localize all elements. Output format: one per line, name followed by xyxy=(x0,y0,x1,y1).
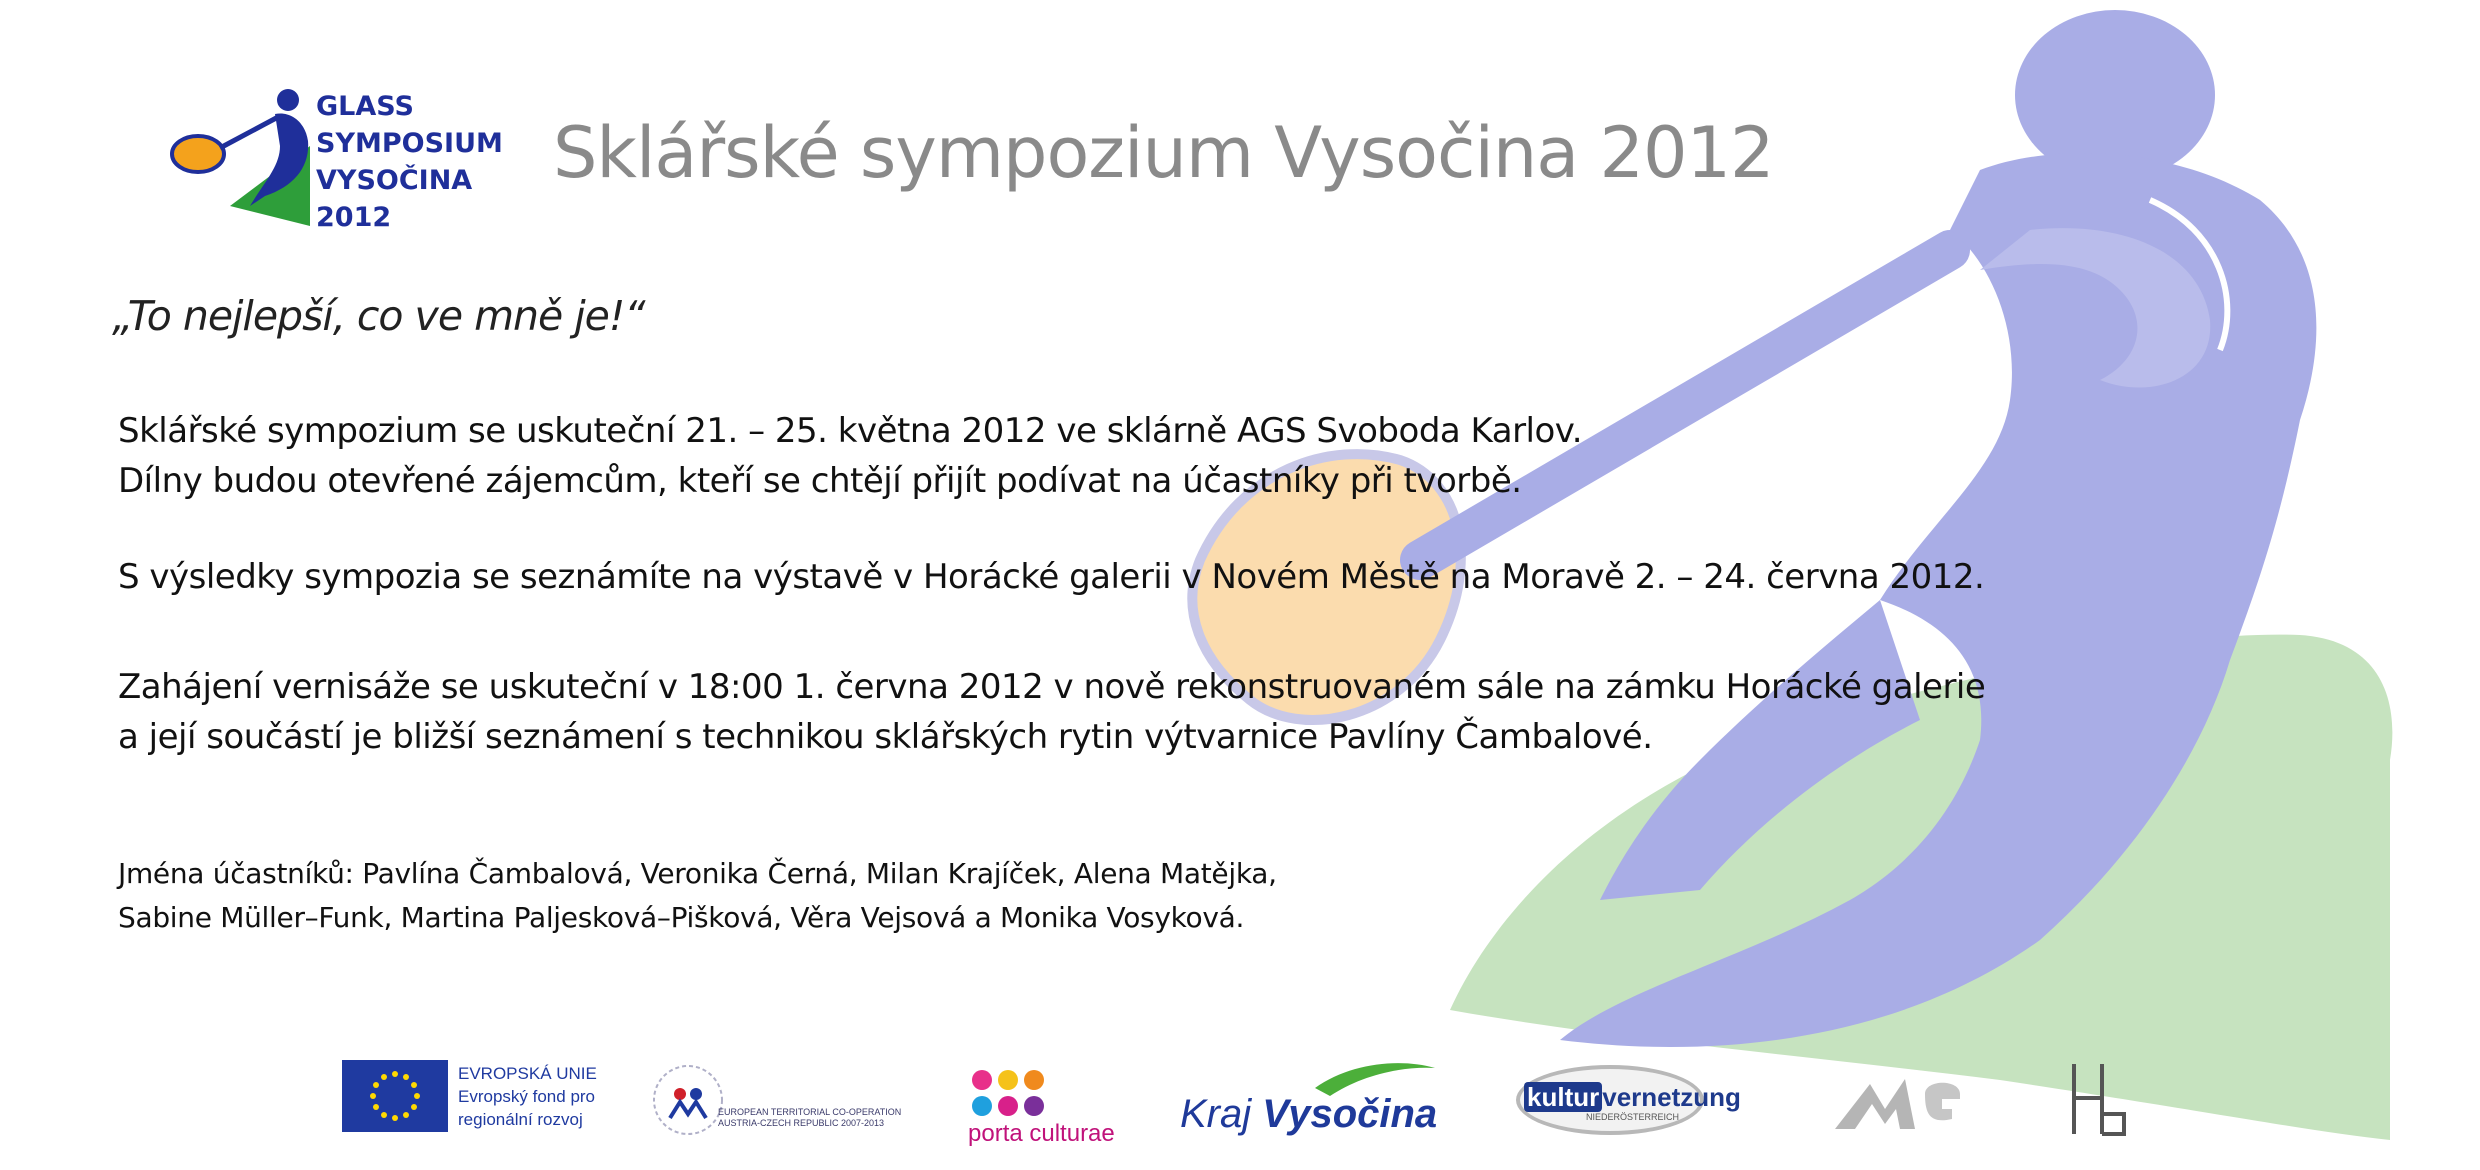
eu-line: EVROPSKÁ UNIE xyxy=(458,1064,597,1083)
page-title: Sklářské sympozium Vysočina 2012 xyxy=(553,112,1774,194)
hg-logo-icon xyxy=(2070,1062,2128,1136)
porta-culturae-dots-icon xyxy=(968,1068,1068,1124)
logo-text xyxy=(316,88,503,236)
eu-line: Evropský fond pro xyxy=(458,1087,596,1106)
mg-logo-icon xyxy=(1830,1064,1970,1134)
eu-logo-text xyxy=(458,1062,597,1131)
kraj-prefix: Kraj xyxy=(1180,1092,1263,1136)
paragraph-symposium-dates xyxy=(118,406,1582,506)
paragraph-line: Zahájení vernisáže se uskuteční v 18:00 1. června 2012 v nově rekonstruovaném sále na zámku Horácké galerie xyxy=(118,667,1986,707)
participants-line: Jména účastníků: Pavlína Čambalová, Veronika Černá, Milan Krajíček, Alena Matějka, xyxy=(118,857,1277,890)
motto: „To nejlepší, co ve mně je!“ xyxy=(112,292,645,340)
paragraph-vernissage xyxy=(118,662,1985,762)
paragraph-exhibition xyxy=(118,552,1984,602)
participants-line: Sabine Müller–Funk, Martina Paljesková–Pišková, Věra Vejsová a Monika Vosyková. xyxy=(118,901,1245,934)
paragraph-line: a její součástí je bližší seznámení s technikou sklářských rytin výtvarnice Pavlíny Čambalové. xyxy=(118,717,1653,757)
eu-flag-icon xyxy=(342,1060,448,1132)
paragraph-line: S výsledky sympozia se seznámíte na výstavě v Horácké galerii v Novém Městě na Moravě 2. – 24. června 2012. xyxy=(118,557,1985,597)
etc-text xyxy=(718,1107,901,1129)
porta-culturae-label: porta culturae xyxy=(968,1120,1115,1147)
ktw-prefix: kultur xyxy=(1524,1082,1602,1112)
kraj-main: Vysočina xyxy=(1262,1092,1438,1136)
logo-line: GLASS xyxy=(316,91,414,122)
logo-line: SYMPOSIUM xyxy=(316,128,503,159)
participants-list xyxy=(118,852,1277,940)
ktw-rest: vernetzung xyxy=(1602,1082,1741,1112)
kraj-vysocina-label xyxy=(1180,1092,1437,1137)
paragraph-line: Sklářské sympozium se uskuteční 21. – 25. května 2012 ve sklárně AGS Svoboda Karlov. xyxy=(118,411,1583,451)
kulturvernetzung-sub: NIEDERÖSTERREICH xyxy=(1586,1112,1680,1122)
etc-line: EUROPEAN TERRITORIAL CO-OPERATION xyxy=(718,1107,902,1117)
logo-line: VYSOČINA xyxy=(316,165,473,196)
kulturvernetzung-label xyxy=(1524,1082,1741,1113)
logo-line: 2012 xyxy=(316,202,392,233)
eu-line: regionální rozvoj xyxy=(458,1110,583,1129)
cz-at-cooperation-logo-icon xyxy=(648,1062,728,1138)
etc-line: AUSTRIA-CZECH REPUBLIC 2007-2013 xyxy=(718,1118,885,1128)
paragraph-line: Dílny budou otevřené zájemcům, kteří se chtějí přijít podívat na účastníky při tvorbě. xyxy=(118,461,1522,501)
